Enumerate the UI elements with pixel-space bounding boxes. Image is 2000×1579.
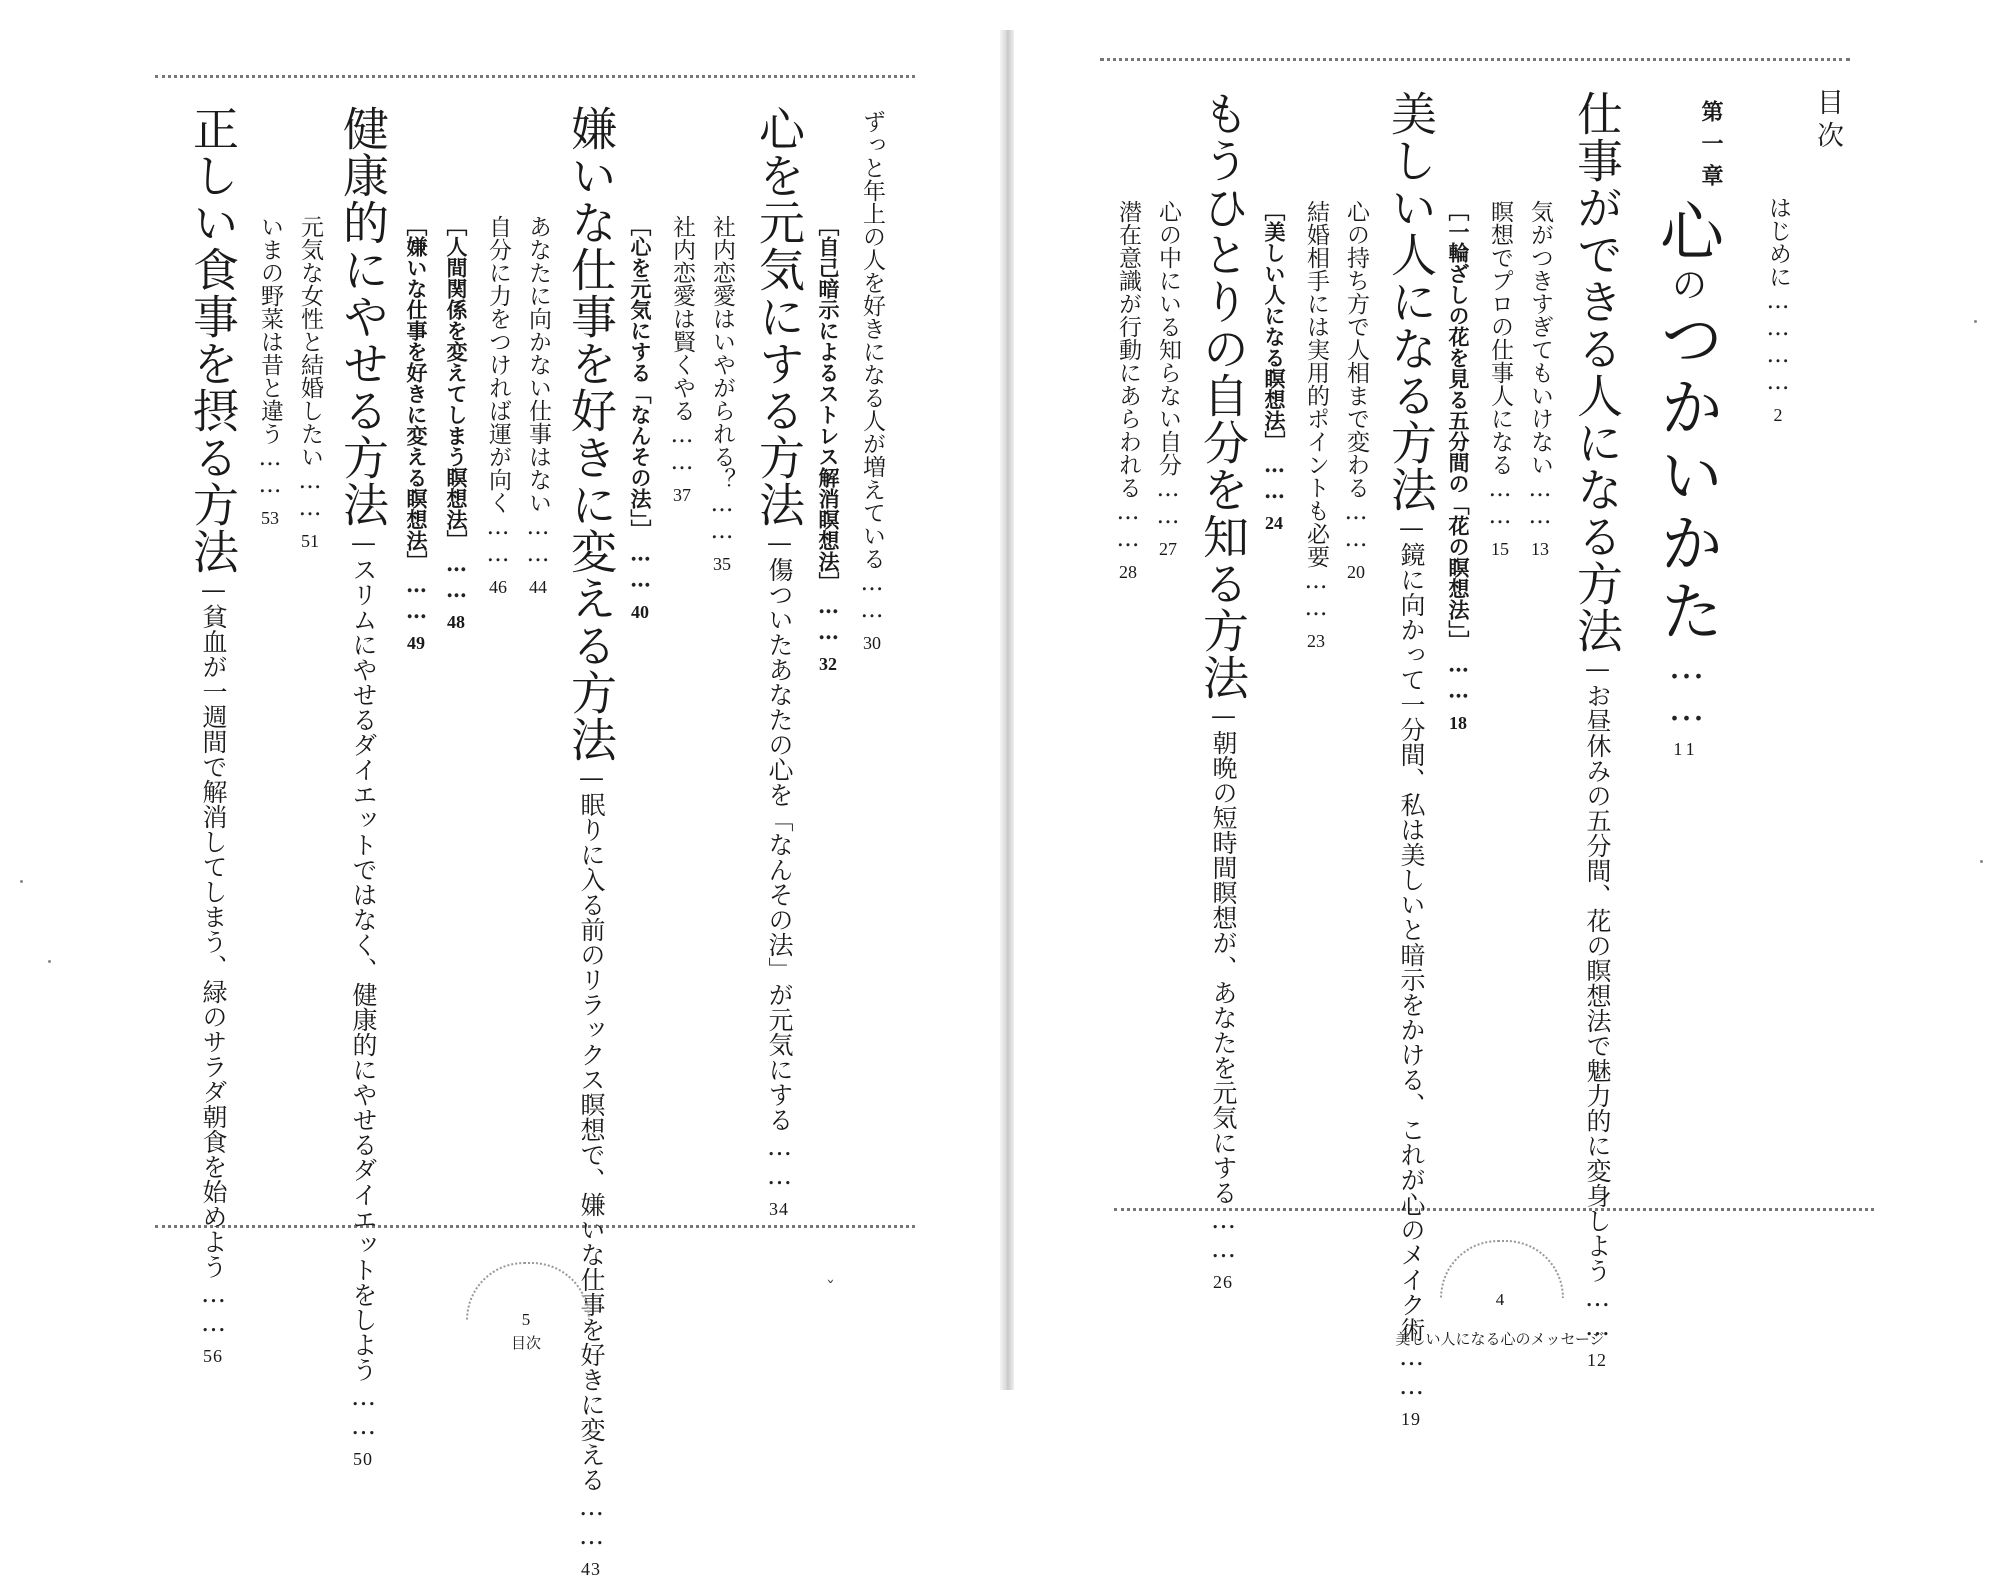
scan-speck [1974, 320, 1977, 323]
toc-section-title[interactable]: 嫌いな仕事を好きに変える方法—眠りに入る前のリラックス瞑想で、嫌いな仕事を好きに変える……43 [564, 105, 618, 1579]
toc-entry-boxed[interactable]: ［美しい人になる瞑想法］……24 [1262, 200, 1287, 533]
scan-speck [20, 880, 23, 883]
toc-entry[interactable]: 自分に力をつければ運が向く……46 [485, 215, 511, 597]
toc-entry[interactable]: 社内恋愛は賢くやる……37 [669, 215, 695, 505]
running-title: 美しい人になる心のメッセージ [1395, 1330, 1605, 1348]
toc-section-title[interactable]: 正しい食事を摂る方法—貧血が一週間で解消してしまう、緑のサラダ朝食を始めよう……56 [186, 105, 240, 1366]
toc-entry[interactable]: 気がつきすぎてもいけない……13 [1527, 200, 1553, 559]
toc-section-title[interactable]: 美しい人になる方法—鏡に向かって一分間、私は美しいと暗示をかける、これが心のメイク術……19 [1384, 90, 1438, 1429]
toc-section-title[interactable]: 心を元気にする方法—傷ついたあなたの心を「なんその法」が元気にする……34 [752, 105, 806, 1219]
chapter-label: 第一章 [1698, 100, 1724, 196]
toc-entry[interactable]: はじめに…………2 [1765, 196, 1791, 425]
toc-section-title[interactable]: もうひとりの自分を知る方法—朝晩の短時間瞑想が、あなたを元気にする……26 [1196, 90, 1250, 1292]
scan-speck [1980, 860, 1983, 863]
page-number: 5 [521, 1310, 531, 1329]
toc-heading: 目次 [1812, 88, 1843, 154]
toc-entry-boxed[interactable]: ［自己暗示によるストレス解消瞑想法］……32 [816, 215, 841, 674]
top-dotted-rule [155, 75, 915, 78]
toc-entry[interactable]: ずっと年上の人を好きになる人が増えている……30 [859, 110, 885, 653]
toc-entry[interactable]: 元気な女性と結婚したい……51 [297, 215, 323, 551]
scan-speck [48, 960, 51, 963]
toc-entry-boxed[interactable]: ［嫌いな仕事を好きに変える瞑想法］……49 [404, 215, 429, 653]
toc-entry-boxed[interactable]: ［一輪ざしの花を見る五分間の「花の瞑想法」］……18 [1446, 200, 1471, 733]
right-page [1014, 0, 2000, 1429]
toc-section-title[interactable]: 健康的にやせる方法—スリムにやせるダイエットではなく、健康的にやせるダイエットをしよう……50 [336, 105, 390, 1469]
toc-entry[interactable]: あなたに向かない仕事はない……44 [525, 215, 551, 597]
toc-entry[interactable]: 潜在意識が行動にあらわれる……28 [1115, 200, 1141, 582]
toc-entry[interactable]: 瞑想でプロの仕事人になる……15 [1487, 200, 1513, 559]
toc-entry[interactable]: いまの野菜は昔と違う……53 [257, 215, 283, 528]
margin-mark: ˇ [826, 1278, 835, 1299]
chapter-title[interactable]: 心のつかいかた……11 [1649, 198, 1723, 759]
toc-section-title[interactable]: 仕事ができる人になる方法—お昼休みの五分間、花の瞑想法で魅力的に変身しよう……12 [1570, 90, 1624, 1370]
toc-entry-boxed[interactable]: ［人間関係を変えてしまう瞑想法］……48 [444, 215, 469, 632]
top-dotted-rule [1100, 58, 1850, 61]
bottom-dotted-rule [155, 1225, 915, 1228]
book-gutter [1000, 30, 1014, 1390]
toc-entry[interactable]: 結婚相手には実用的ポイントも必要……23 [1303, 200, 1329, 651]
page-number: 4 [1495, 1290, 1505, 1309]
running-title: 目次 [510, 1334, 541, 1352]
toc-entry-boxed[interactable]: ［心を元気にする「なんその法」］……40 [628, 215, 653, 622]
toc-entry[interactable]: 社内恋愛はいやがられる？……35 [709, 215, 735, 574]
toc-entry[interactable]: 心の中にいる知らない自分……27 [1155, 200, 1181, 559]
toc-entry[interactable]: 心の持ち方で人相まで変わる……20 [1343, 200, 1369, 582]
